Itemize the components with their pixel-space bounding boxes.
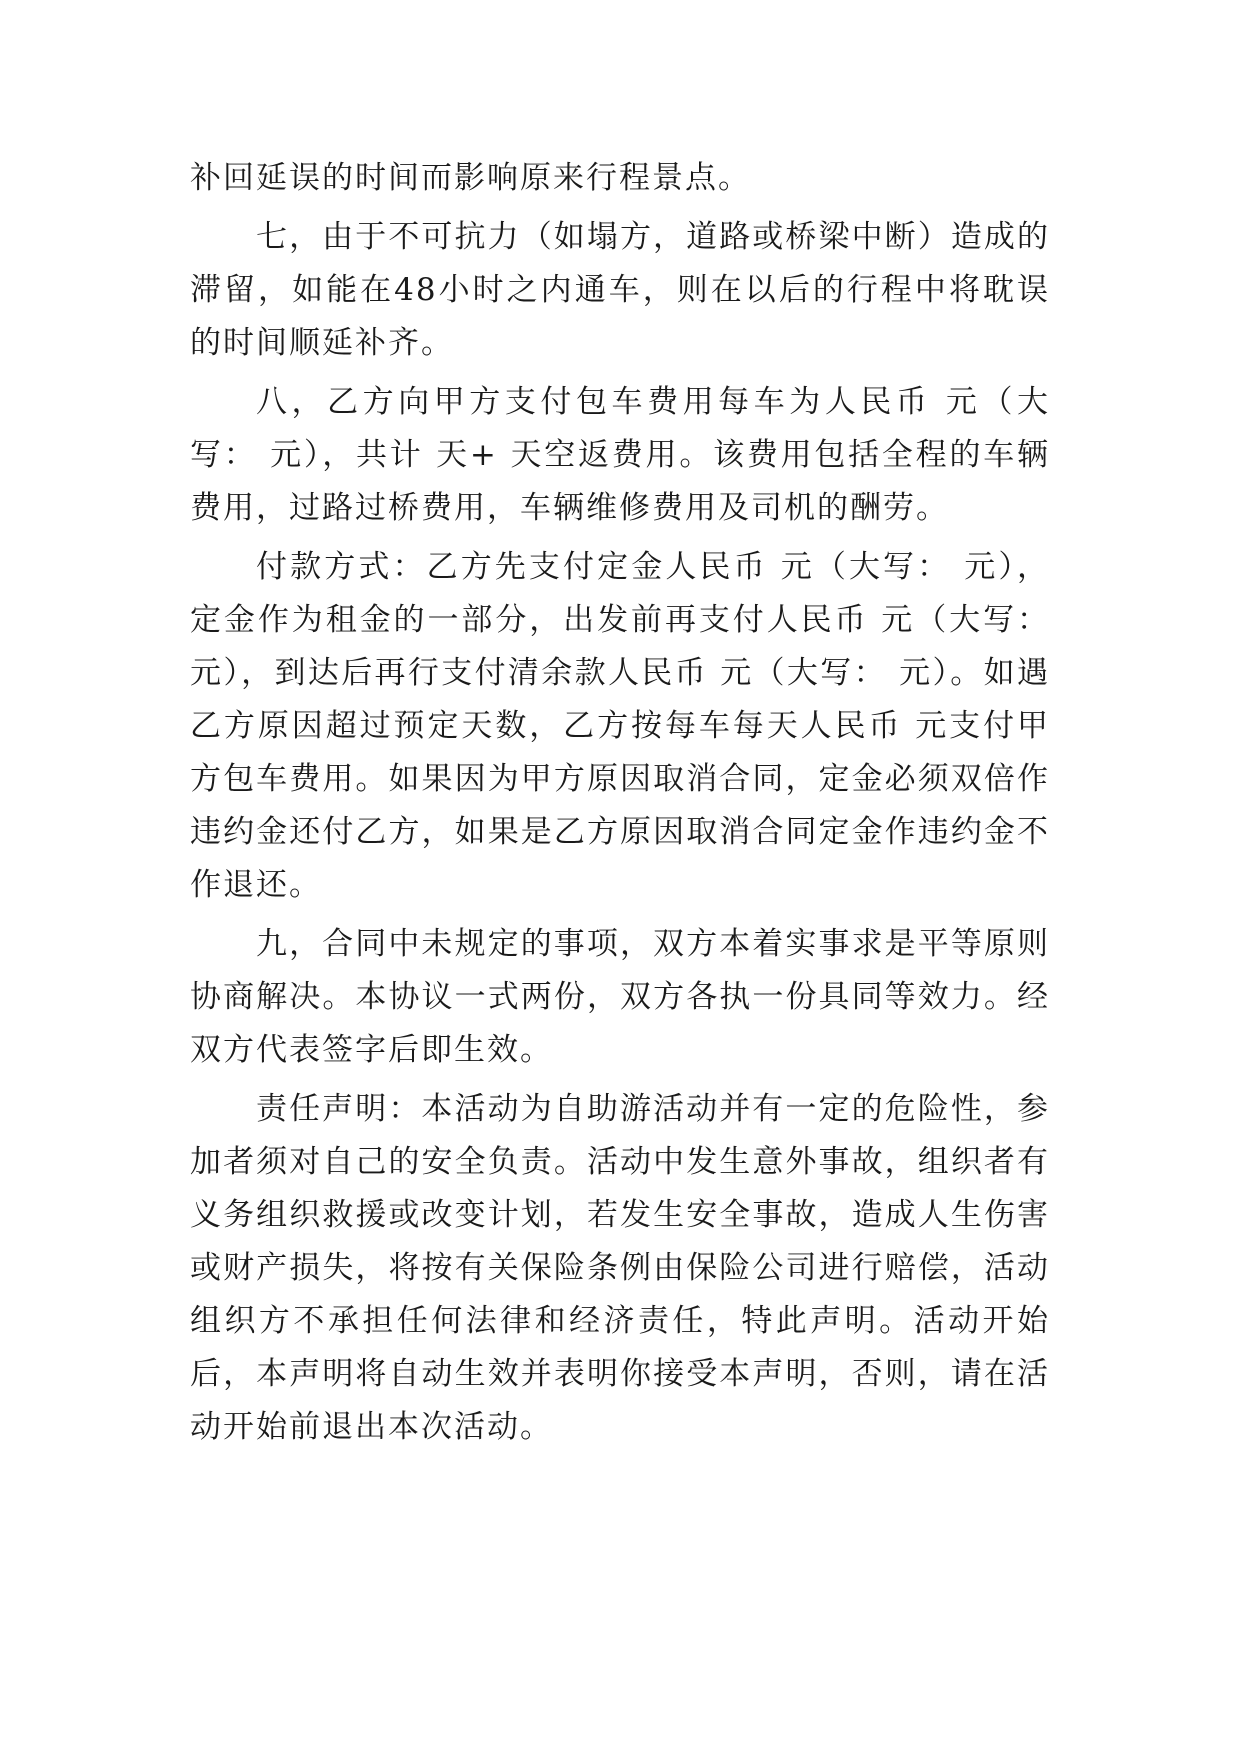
paragraph-clause-7: 七，由于不可抗力（如塌方，道路或桥梁中断）造成的滞留，如能在48小时之内通车，则在以后的行程中将耽误的时间顺延补齐。 — [190, 219, 1050, 361]
paragraph-payment-method: 付款方式：乙方先支付定金人民币 元（大写： 元），定金作为租金的一部分，出发前再支付人民币 元（大写： 元），到达后再行支付清余款人民币 元（大写： 元）。如遇乙方原因超过预定天数，乙方按每车每天人民币 元支付甲方包车费用。如果因为甲方原因取消合同，定金必须双倍作违约金还付乙方，如果是乙方原因取消合同定金作违约金不作退还。 — [190, 549, 1050, 903]
paragraph-liability-statement: 责任声明：本活动为自助游活动并有一定的危险性，参加者须对自己的安全负责。活动中发生意外事故，组织者有义务组织救援或改变计划，若发生安全事故，造成人生伤害或财产损失，将按有关保险条例由保险公司进行赔偿，活动组织方不承担任何法律和经济责任，特此声明。活动开始后，本声明将自动生效并表明你接受本声明，否则，请在活动开始前退出本次活动。 — [190, 1091, 1050, 1445]
paragraph-clause-8: 八，乙方向甲方支付包车费用每车为人民币 元（大写： 元），共计 天+ 天空返费用。该费用包括全程的车辆费用，过路过桥费用，车辆维修费用及司机的酬劳。 — [190, 384, 1050, 526]
paragraph-clause-9: 九，合同中未规定的事项，双方本着实事求是平等原则协商解决。本协议一式两份，双方各执一份具同等效力。经双方代表签字后即生效。 — [190, 926, 1050, 1068]
paragraph-continuation: 补回延误的时间而影响原来行程景点。 — [190, 160, 751, 196]
document-body — [190, 152, 1050, 1460]
